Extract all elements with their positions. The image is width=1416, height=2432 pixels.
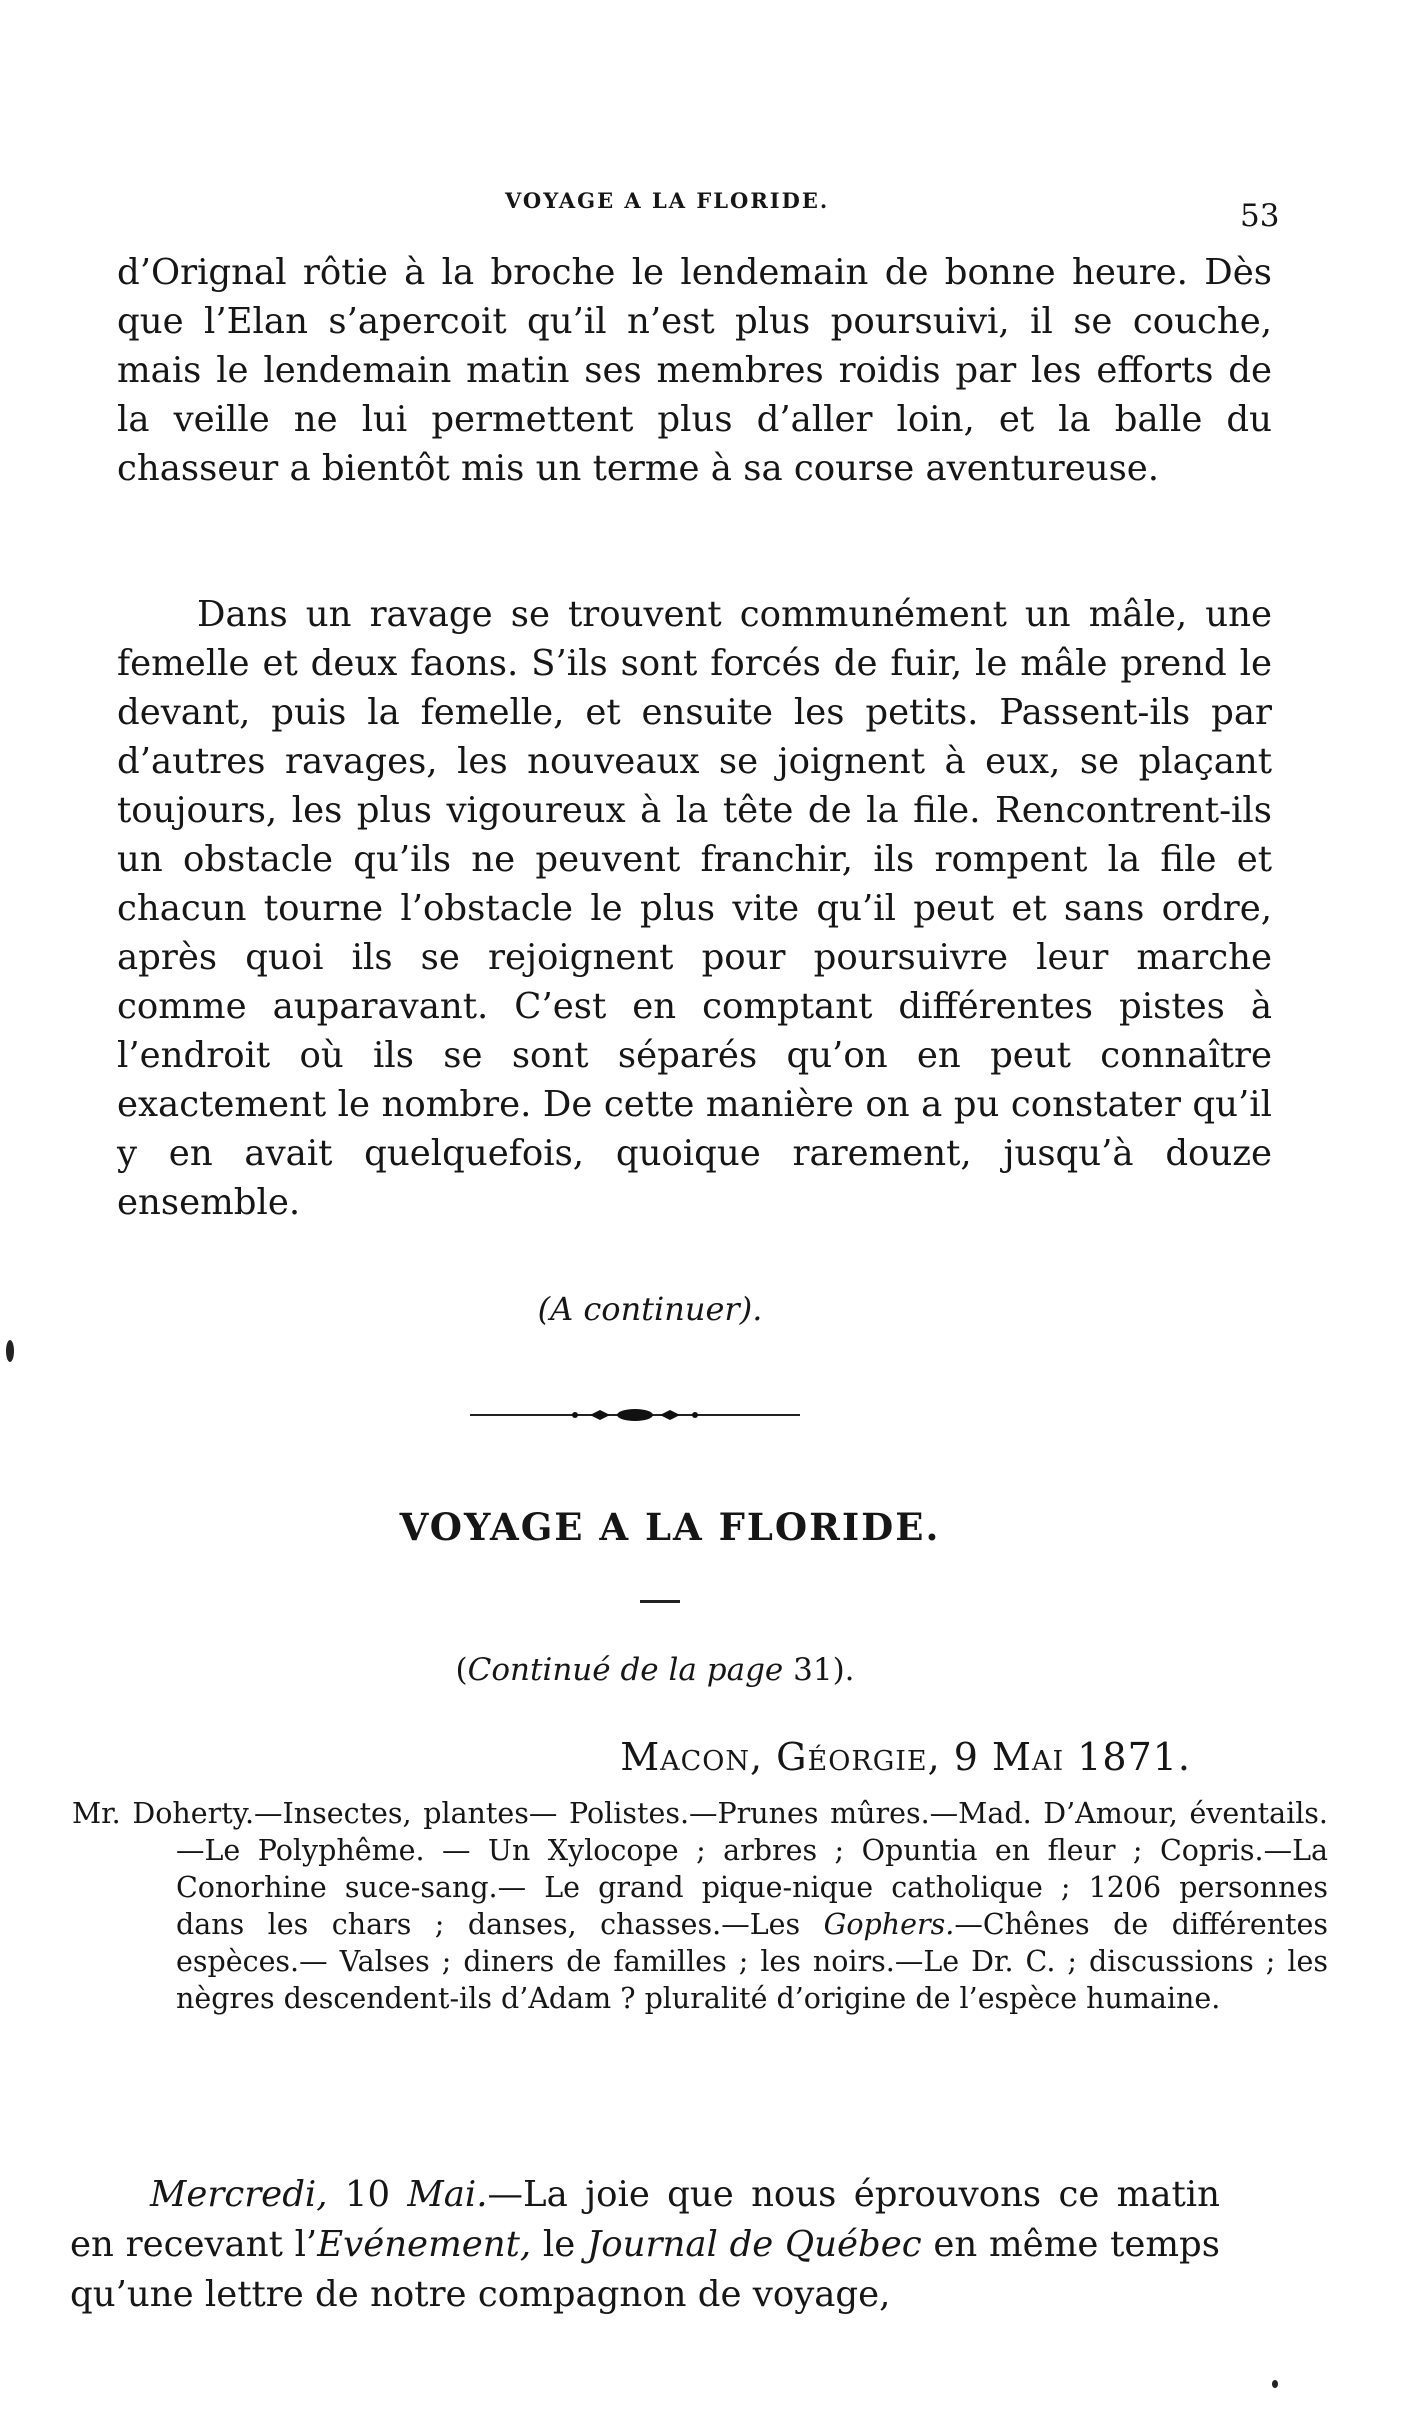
margin-speck	[6, 1340, 14, 1362]
p3-text-4: en même temps qu’une lettre de notre compagnon de voyage,	[70, 2224, 1220, 2315]
paragraph-1: d’Orignal rôtie à la broche le lendemain de bonne heure. Dès que l’Elan s’apercoit qu’il n’est plus poursuivi, il se couche, mais le lendemain matin ses membres roidis par les efforts de la veille ne lui permettent plus d’aller loin, et la balle du chasseur a bientôt mis un terme à sa course aventureuse.	[117, 252, 1272, 489]
ornament-divider-icon	[470, 1405, 800, 1425]
dateline: Macon, Géorgie, 9 Mai 1871.	[620, 1735, 1191, 1779]
continued-prefix: (	[455, 1652, 468, 1688]
paragraph-2: Dans un ravage se trouvent communément un mâle, une femelle et deux faons. S’ils sont forcés de fuir, le mâle prend le devant, puis la femelle, et ensuite les petits. Passent-ils par d’autres ravages, les nouveaux se joignent à eux, se plaçant toujours, les plus vigoureux à la tête de la file. Rencontrent-ils un obstacle qu’ils ne peuvent franchir, ils rompent la file et chacun tourne l’obstacle le plus vite qu’il peut et sans ordre, après quoi ils se rejoignent pour poursuivre leur marche comme auparavant. C’est en comptant différentes pistes à l’endroit où ils se sont séparés qu’on en peut connaître exactement le nombre. De cette manière on a pu constater qu’il y en avait quelquefois, quoique rarement, jusqu’à douze ensemble.	[117, 594, 1272, 1223]
continuation-note	[0, 1290, 1300, 1328]
p3-italic-4: Journal de Québec	[587, 2224, 922, 2265]
section-title: VOYAGE A LA FLORIDE.	[399, 1505, 941, 1549]
p3-italic-2: Mai.	[407, 2174, 488, 2215]
p3-italic-3: Evénement,	[317, 2224, 532, 2265]
summary-italic: Gophers.	[823, 1908, 955, 1941]
running-title: VOYAGE A LA FLORIDE.	[505, 188, 830, 213]
p3-text-2: —La joie que nous éprouvons ce matin en recevant l’	[70, 2174, 1220, 2265]
title-dash	[640, 1600, 680, 1603]
page-number: 53	[1240, 198, 1280, 234]
margin-speck	[1272, 2380, 1278, 2388]
continued-italic: Continué de la page	[467, 1652, 784, 1688]
continuation-open: (	[537, 1290, 551, 1328]
paragraph-3	[70, 2170, 1220, 2320]
continuation-close: ).	[739, 1290, 763, 1328]
p3-text-1: 10	[327, 2174, 408, 2215]
continuation-text: A continuer	[550, 1290, 740, 1328]
p3-text-3: le	[531, 2224, 588, 2265]
chapter-summary	[72, 1795, 1328, 2017]
p3-italic-1: Mercredi,	[150, 2174, 328, 2215]
continued-from-note	[0, 1652, 1310, 1688]
summary-part-1: Mr. Doherty.—Insectes, plantes— Polistes.—Prunes mûres.—Mad. D’Amour, éventails.—Le Polyphême. — Un Xylocope ; arbres ; Opuntia en fleur ; Copris.—La Conorhine suce-sang.— Le grand pique-nique catholique ; 1206 personnes dans les chars ; danses, chasses.—Les	[72, 1797, 1328, 1941]
continued-suffix: 31).	[783, 1652, 855, 1688]
summary-part-2: —Chênes de différentes espèces.— Valses ; diners de familles ; les noirs.—Le Dr. C. ; discussions ; les nègres descendent-ils d’Adam ? pluralité d’origine de l’espèce humaine.	[176, 1908, 1328, 2015]
